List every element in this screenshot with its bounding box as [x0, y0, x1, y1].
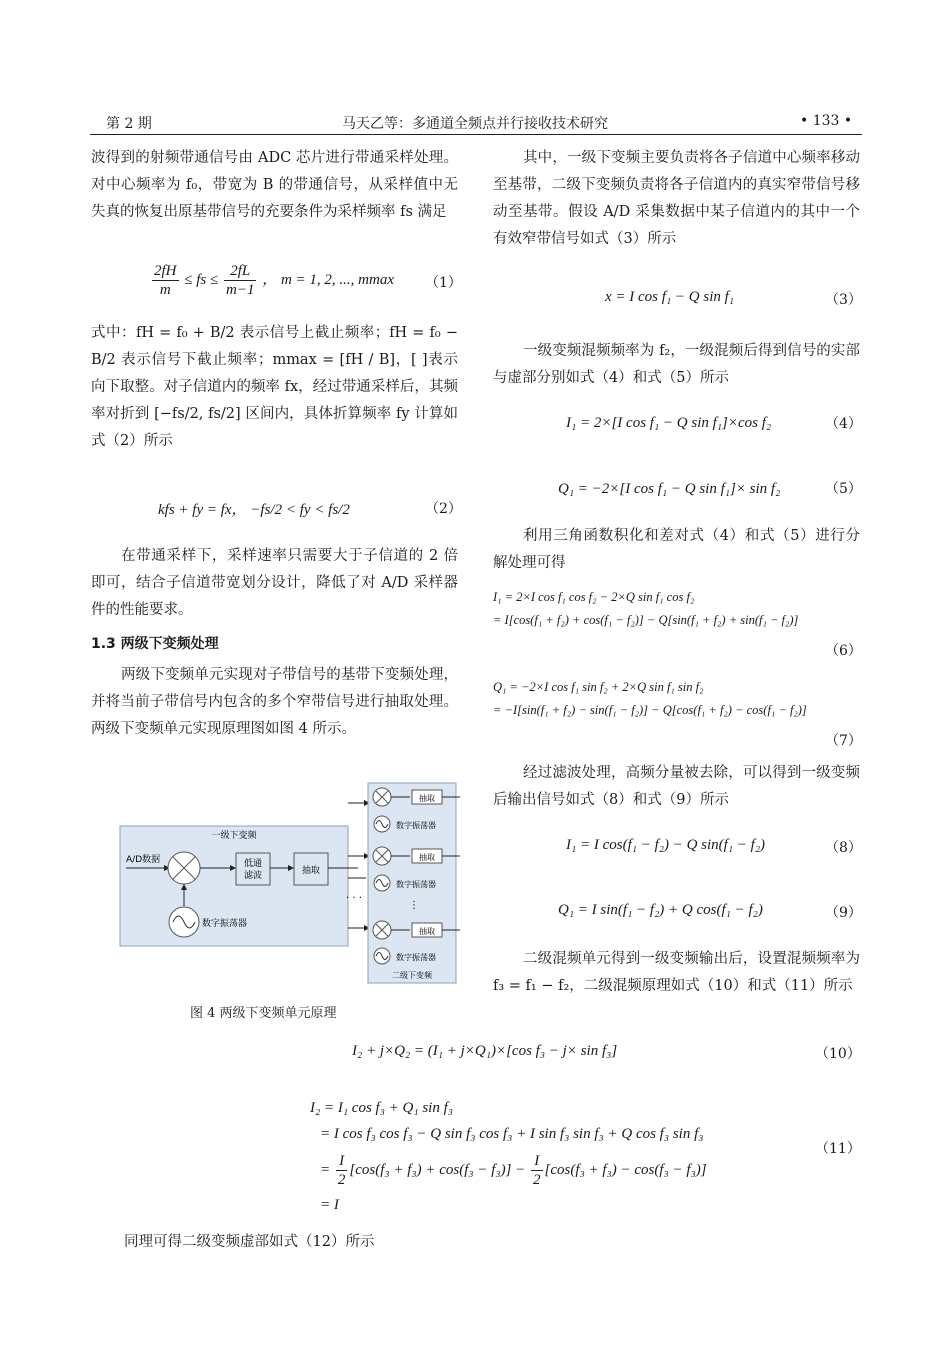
- left-paragraph-2: 式中：fH = f₀ + B/2 表示信号上截止频率；fH = f₀ − B/2 表示信号下截止频率；mmax = [fH / B]，[ ]表示向下取整。对子信道内的频率 fx，经过带通采样后，其频率对折到 [−fs/2, fs/2] 区间内，具体折算频率 fy 计算如式（2）所示: [91, 325, 458, 449]
- equation-8-number: （8）: [825, 840, 862, 856]
- svg-text:数字振荡器: 数字振荡器: [396, 953, 436, 962]
- left-paragraph-3: 在带通采样下，采样速率只需要大于子信道的 2 倍即可，结合子信道带宽划分设计，降低了对 A/D 采样器件的性能要求。: [91, 548, 458, 618]
- equation-6-line-2: = I[cos(f₁ + f₂) + cos(f₁ − f₂)] − Q[sin(f₁ + f₂) + sin(f₁ − f₂)]: [493, 613, 799, 627]
- svg-text:⋮: ⋮: [409, 900, 419, 911]
- left-paragraph-4: 两级下变频单元实现对子带信号的基带下变频处理，并将当前子带信号内包含的多个窄带信号进行抽取处理。两级下变频单元实现原理图如图 4 所示。: [91, 667, 458, 737]
- svg-text:抽取: 抽取: [419, 927, 435, 936]
- equation-11-line-2: = I cos f₃ cos f₃ − Q sin f₃ cos f₃ + I sin f₃ sin f₃ + Q cos f₃ sin f₃: [320, 1126, 704, 1142]
- figure-caption: 图 4 两级下变频单元原理: [190, 1006, 337, 1021]
- equation-11-number: （11）: [815, 1141, 861, 1157]
- equation-2-number: （2）: [425, 501, 462, 517]
- svg-text:数字振荡器: 数字振荡器: [396, 821, 436, 830]
- svg-text:数字振荡器: 数字振荡器: [396, 880, 436, 889]
- header-rule: [90, 134, 862, 135]
- equation-3-number: （3）: [825, 292, 862, 308]
- equation-4-number: （4）: [825, 416, 862, 432]
- equation-2: kfs + fy = fx， −fs/2 < fy < fs/2: [158, 502, 350, 518]
- equation-5-number: （5）: [825, 481, 862, 497]
- equation-7-line-1: Q₁ = −2×I cos f₁ sin f₂ + 2×Q sin f₁ sin f₂: [493, 680, 704, 694]
- closing-paragraph: 同理可得二级变频虚部如式（12）所示: [124, 1234, 375, 1250]
- running-title: 马天乙等：多通道全频点并行接收技术研究: [342, 116, 608, 132]
- equation-11-line-4: = I: [320, 1197, 339, 1213]
- svg-text:低通: 低通: [243, 859, 263, 869]
- equation-11-line-1: I₂ = I₁ cos f₃ + Q₁ sin f₃: [310, 1100, 453, 1116]
- equation-9: Q₁ = I sin(f₁ − f₂) + Q cos(f₁ − f₂): [558, 902, 763, 918]
- svg-text:抽取: 抽取: [419, 794, 435, 803]
- figure-4-diagram: [118, 778, 463, 988]
- right-paragraph-3: 利用三角函数积化和差对式（4）和式（5）进行分解处理可得: [493, 528, 860, 571]
- equation-10-number: （10）: [815, 1046, 861, 1062]
- equation-5: Q₁ = −2×[I cos f₁ − Q sin f₁]× sin f₂: [558, 481, 781, 497]
- left-paragraph-1: 波得到的射频带通信号由 ADC 芯片进行带通采样处理。对中心频率为 f₀，带宽为 B 的带通信号，从采样值中无失真的恢复出原基带信号的充要条件为采样频率 fs 满足: [91, 150, 458, 220]
- equation-6-number: （6）: [825, 643, 862, 659]
- right-paragraph-4: 经过滤波处理，高频分量被去除，可以得到一级变频后输出信号如式（8）和式（9）所示: [493, 765, 860, 808]
- equation-7-line-2: = −I[sin(f₁ + f₂) − sin(f₁ − f₂)] − Q[cos(f₁ + f₂) − cos(f₁ − f₂)]: [493, 703, 807, 717]
- equation-1: $\frac{2fH}{m}$ ≤ fs ≤ $\frac{2fL}{m-1}$ ， m = 1, 2, ..., mmax: [154, 263, 394, 298]
- equation-1-number: （1）: [425, 275, 462, 291]
- equation-11-line-3: = $\frac{I}{2}$ [cos(f₃ + f₃) + cos(f₃ − f₃)] − $\frac{I}{2}$ [cos(f₃ + f₃) − cos(f₃ − f₃)]: [320, 1153, 707, 1188]
- first-stage-label: 一级下变频: [211, 831, 257, 841]
- right-paragraph-2: 一级变频混频频率为 f₂，一级混频后得到信号的实部与虚部分别如式（4）和式（5）所示: [493, 343, 860, 386]
- right-paragraph-1: 其中，一级下变频主要负责将各子信道中心频率移动至基带，二级下变频负责将各子信道内的真实窄带信号移动至基带。假设 A/D 采集数据中某子信道内的其中一个有效窄带信号如式（3）所示: [493, 150, 860, 247]
- equation-7-number: （7）: [825, 733, 862, 749]
- issue-number: 第 2 期: [106, 116, 152, 132]
- equation-8: I₁ = I cos(f₁ − f₂) − Q sin(f₁ − f₂): [566, 837, 766, 853]
- equation-3: x = I cos f₁ − Q sin f₁: [605, 289, 734, 305]
- svg-text:. . .: . . .: [346, 890, 362, 901]
- right-paragraph-5: 二级混频单元得到一级变频输出后，设置混频频率为 f₃ = f₁ − f₂，二级混频原理如式（10）和式（11）所示: [493, 951, 860, 994]
- svg-text:抽取: 抽取: [301, 866, 321, 876]
- ad-data-label: A/D数据: [126, 855, 161, 865]
- second-stage-label: 二级下变频: [392, 971, 432, 980]
- page-number: • 133 •: [800, 113, 853, 129]
- equation-10: I₂ + j×Q₂ = (I₁ + j×Q₁)×[cos f₃ − j× sin f₃]: [352, 1043, 618, 1059]
- svg-text:抽取: 抽取: [419, 853, 435, 862]
- section-heading: 1.3 两级下变频处理: [91, 636, 219, 652]
- equation-4: I₁ = 2×[I cos f₁ − Q sin f₁]×cos f₂: [566, 415, 772, 431]
- equation-6-line-1: I₁ = 2×I cos f₁ cos f₂ − 2×Q sin f₁ cos f₂: [493, 590, 695, 604]
- svg-text:滤波: 滤波: [243, 871, 263, 881]
- equation-9-number: （9）: [825, 905, 862, 921]
- nco-label: 数字振荡器: [202, 919, 248, 929]
